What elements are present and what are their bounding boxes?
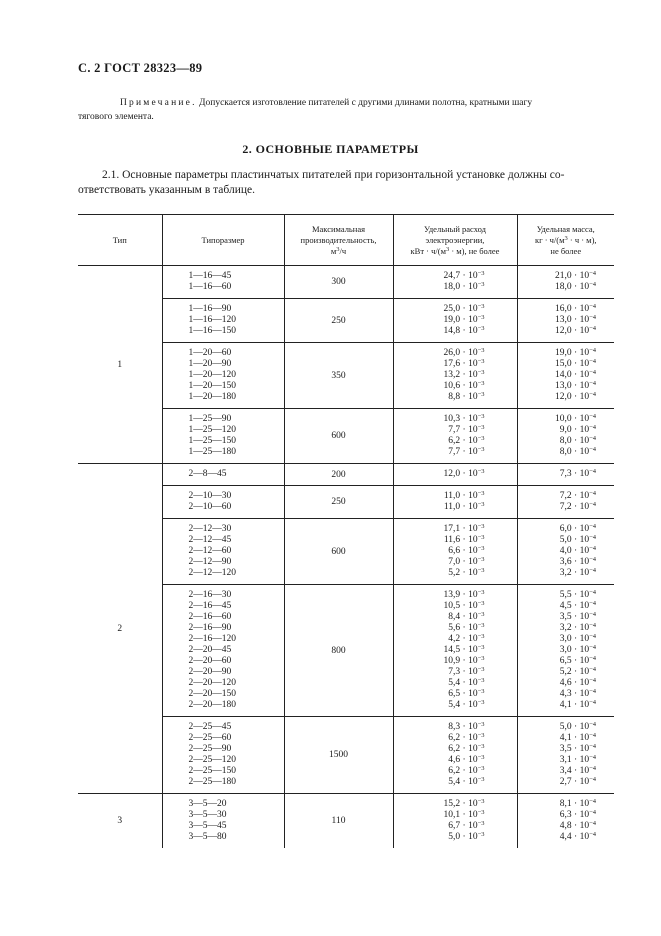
size-cell [162,464,284,486]
capacity-cell: 800 [284,585,393,717]
size-value: 1—25—90 [188,414,232,424]
mass-value: $6,3 \cdot 10^{-4}$ [559,809,596,820]
mass-value: $7,2 \cdot 10^{-4}$ [559,490,596,501]
energy-value: $14,8 \cdot 10^{-3}$ [443,325,485,336]
energy-value: $6,2 \cdot 10^{-3}$ [448,743,485,754]
capacity-cell: 1500 [284,717,393,794]
size-value: 2—12—60 [188,546,232,556]
table-row [78,794,614,849]
mass-cell [517,717,614,794]
mass-cell [517,585,614,717]
table-header-row [78,215,614,266]
size-cell [162,519,284,585]
size-value: 1—16—90 [188,304,232,314]
mass-value: $3,5 \cdot 10^{-4}$ [559,743,596,754]
energy-cell [393,343,517,409]
size-value: 1—20—150 [188,381,236,391]
energy-value: $19,0 \cdot 10^{-3}$ [443,314,485,325]
energy-cell [393,409,517,464]
mass-value: $4,5 \cdot 10^{-4}$ [559,600,596,611]
mass-value: $4,8 \cdot 10^{-4}$ [559,820,596,831]
mass-value: $8,0 \cdot 10^{-4}$ [559,435,596,446]
header-mass: Удельная масса, кг · $ч/(м^3 \cdot ч \cdot м)$, не более [517,215,614,266]
energy-value: $10,5 \cdot 10^{-3}$ [443,600,485,611]
size-value: 2—20—90 [188,667,232,677]
mass-value: $2,7 \cdot 10^{-4}$ [559,776,596,787]
note-label: Примечание. [120,98,197,108]
energy-value: $5,4 \cdot 10^{-3}$ [448,776,485,787]
size-value: 1—20—60 [188,348,232,358]
size-value: 2—16—60 [188,612,232,622]
mass-value: $5,0 \cdot 10^{-4}$ [559,721,596,732]
size-value: 2—25—60 [188,733,232,743]
energy-value: $8,8 \cdot 10^{-3}$ [448,391,485,402]
intro-line2: ответствовать указанным в таблице. [78,184,255,196]
header-capacity: Максимальная производительность, $м^3/ч$ [284,215,393,266]
page-header: С. 2 ГОСТ 28323—89 [78,61,203,75]
capacity-cell: 350 [284,343,393,409]
capacity-cell: 200 [284,464,393,486]
size-cell [162,717,284,794]
energy-cell [393,299,517,343]
energy-value: $7,7 \cdot 10^{-3}$ [448,424,485,435]
energy-value: $7,3 \cdot 10^{-3}$ [448,666,485,677]
energy-value: $10,9 \cdot 10^{-3}$ [443,655,485,666]
section-title: 2. ОСНОВНЫЕ ПАРАМЕТРЫ [242,142,419,156]
mass-value: $12,0 \cdot 10^{-4}$ [555,325,596,336]
energy-value: $11,0 \cdot 10^{-3}$ [443,501,485,512]
intro-line1: 2.1. Основные параметры пластинчатых питателей при горизонтальной установке должны со- [102,169,565,181]
mass-value: $19,0 \cdot 10^{-4}$ [555,347,596,358]
energy-value: $6,2 \cdot 10^{-3}$ [448,765,485,776]
intro-paragraph [78,168,618,198]
energy-value: $4,2 \cdot 10^{-3}$ [448,633,485,644]
size-value: 2—12—30 [188,524,232,534]
capacity-cell: 600 [284,519,393,585]
mass-cell [517,794,614,849]
energy-value: $6,2 \cdot 10^{-3}$ [448,435,485,446]
size-cell [162,266,284,299]
mass-value: $3,2 \cdot 10^{-4}$ [559,622,596,633]
size-value: 1—20—180 [188,392,236,402]
table-body [78,266,614,849]
mass-cell [517,266,614,299]
size-value: 1—16—150 [188,326,236,336]
energy-value: $10,6 \cdot 10^{-3}$ [443,380,485,391]
mass-value: $5,5 \cdot 10^{-4}$ [559,589,596,600]
mass-value: $7,2 \cdot 10^{-4}$ [559,501,596,512]
energy-value: $18,0 \cdot 10^{-3}$ [443,281,485,292]
energy-value: $5,4 \cdot 10^{-3}$ [448,699,485,710]
mass-value: $8,0 \cdot 10^{-4}$ [559,446,596,457]
energy-value: $13,2 \cdot 10^{-3}$ [443,369,485,380]
capacity-cell: 110 [284,794,393,849]
mass-value: $14,0 \cdot 10^{-4}$ [555,369,596,380]
mass-cell [517,464,614,486]
note-text-line1: Допускается изготовление питателей с другими длинами полотна, кратными шагу [199,98,533,108]
note-text-line2: тягового элемента. [78,112,154,122]
size-value: 2—16—45 [188,601,232,611]
type-cell: 2 [78,464,162,794]
mass-value: $4,6 \cdot 10^{-4}$ [559,677,596,688]
size-value: 2—16—90 [188,623,232,633]
mass-value: $18,0 \cdot 10^{-4}$ [555,281,596,292]
mass-value: $13,0 \cdot 10^{-4}$ [555,314,596,325]
energy-value: $11,6 \cdot 10^{-3}$ [443,534,485,545]
energy-value: $7,0 \cdot 10^{-3}$ [448,556,485,567]
size-value: 2—16—120 [188,634,236,644]
size-value: 2—10—60 [188,502,232,512]
energy-value: $5,0 \cdot 10^{-3}$ [448,831,485,842]
size-value: 2—12—45 [188,535,232,545]
mass-value: $4,1 \cdot 10^{-4}$ [559,699,596,710]
size-cell [162,585,284,717]
size-value: 3—5—30 [188,810,227,820]
energy-value: $10,1 \cdot 10^{-3}$ [443,809,485,820]
table-row [78,464,614,486]
energy-cell [393,519,517,585]
size-value: 1—25—150 [188,436,236,446]
size-value: 3—5—80 [188,832,227,842]
energy-cell [393,585,517,717]
table-row [78,266,614,299]
mass-value: $4,3 \cdot 10^{-4}$ [559,688,596,699]
energy-value: $4,6 \cdot 10^{-3}$ [448,754,485,765]
energy-cell [393,464,517,486]
mass-value: $21,0 \cdot 10^{-4}$ [555,270,596,281]
size-cell [162,343,284,409]
energy-value: $11,0 \cdot 10^{-3}$ [443,490,485,501]
mass-cell [517,409,614,464]
mass-value: $3,0 \cdot 10^{-4}$ [559,644,596,655]
mass-cell [517,343,614,409]
energy-value: $5,4 \cdot 10^{-3}$ [448,677,485,688]
energy-value: $7,7 \cdot 10^{-3}$ [448,446,485,457]
energy-cell [393,717,517,794]
energy-value: $10,3 \cdot 10^{-3}$ [443,413,485,424]
type-cell: 3 [78,794,162,849]
energy-value: $24,7 \cdot 10^{-3}$ [443,270,485,281]
energy-value: $12,0 \cdot 10^{-3}$ [443,468,485,479]
mass-value: $3,1 \cdot 10^{-4}$ [559,754,596,765]
mass-value: $3,0 \cdot 10^{-4}$ [559,633,596,644]
energy-value: $5,6 \cdot 10^{-3}$ [448,622,485,633]
mass-value: $4,0 \cdot 10^{-4}$ [559,545,596,556]
size-value: 3—5—20 [188,799,227,809]
size-value: 3—5—45 [188,821,227,831]
size-value: 2—12—120 [188,568,236,578]
size-value: 2—25—45 [188,722,232,732]
capacity-cell: 600 [284,409,393,464]
mass-cell [517,486,614,519]
mass-value: $5,2 \cdot 10^{-4}$ [559,666,596,677]
note-paragraph [78,96,618,124]
energy-cell [393,486,517,519]
size-value: 1—16—45 [188,271,232,281]
size-value: 2—25—90 [188,744,232,754]
size-value: 2—8—45 [188,469,227,479]
size-value: 2—20—120 [188,678,236,688]
energy-value: $17,6 \cdot 10^{-3}$ [443,358,485,369]
size-value: 2—25—120 [188,755,236,765]
mass-value: $8,1 \cdot 10^{-4}$ [559,798,596,809]
mass-value: $3,5 \cdot 10^{-4}$ [559,611,596,622]
header-type: Тип [78,215,162,266]
energy-value: $8,4 \cdot 10^{-3}$ [448,611,485,622]
mass-value: $6,5 \cdot 10^{-4}$ [559,655,596,666]
capacity-cell: 300 [284,266,393,299]
size-value: 2—12—90 [188,557,232,567]
mass-value: $3,6 \cdot 10^{-4}$ [559,556,596,567]
mass-value: $16,0 \cdot 10^{-4}$ [555,303,596,314]
energy-cell [393,794,517,849]
size-value: 2—25—150 [188,766,236,776]
energy-value: $14,5 \cdot 10^{-3}$ [443,644,485,655]
energy-value: $6,5 \cdot 10^{-3}$ [448,688,485,699]
mass-value: $5,0 \cdot 10^{-4}$ [559,534,596,545]
energy-cell [393,266,517,299]
energy-value: $8,3 \cdot 10^{-3}$ [448,721,485,732]
type-cell: 1 [78,266,162,464]
size-cell [162,409,284,464]
size-value: 1—16—120 [188,315,236,325]
mass-value: $6,0 \cdot 10^{-4}$ [559,523,596,534]
header-size: Типоразмер [162,215,284,266]
energy-value: $13,9 \cdot 10^{-3}$ [443,589,485,600]
size-value: 2—10—30 [188,491,232,501]
parameters-table [78,214,614,848]
size-value: 1—25—120 [188,425,236,435]
mass-value: $10,0 \cdot 10^{-4}$ [555,413,596,424]
size-cell [162,794,284,849]
size-value: 2—16—30 [188,590,232,600]
energy-value: $6,2 \cdot 10^{-3}$ [448,732,485,743]
mass-value: $7,3 \cdot 10^{-4}$ [559,468,596,479]
energy-value: $26,0 \cdot 10^{-3}$ [443,347,485,358]
energy-value: $25,0 \cdot 10^{-3}$ [443,303,485,314]
mass-value: $3,4 \cdot 10^{-4}$ [559,765,596,776]
mass-value: $12,0 \cdot 10^{-4}$ [555,391,596,402]
size-cell [162,299,284,343]
capacity-cell: 250 [284,486,393,519]
energy-value: $6,6 \cdot 10^{-3}$ [448,545,485,556]
header-energy: Удельный расход электроэнергии, кВт · $ч/(м^3 \cdot м)$, не более [393,215,517,266]
size-value: 1—16—60 [188,282,232,292]
size-value: 1—25—180 [188,447,236,457]
mass-value: $9,0 \cdot 10^{-4}$ [559,424,596,435]
mass-value: $15,0 \cdot 10^{-4}$ [555,358,596,369]
energy-value: $17,1 \cdot 10^{-3}$ [443,523,485,534]
size-value: 2—20—60 [188,656,232,666]
mass-value: $13,0 \cdot 10^{-4}$ [555,380,596,391]
size-value: 2—20—180 [188,700,236,710]
mass-value: $4,1 \cdot 10^{-4}$ [559,732,596,743]
mass-value: $4,4 \cdot 10^{-4}$ [559,831,596,842]
size-value: 1—20—120 [188,370,236,380]
mass-cell [517,299,614,343]
size-value: 2—20—150 [188,689,236,699]
energy-value: $6,7 \cdot 10^{-3}$ [448,820,485,831]
energy-value: $15,2 \cdot 10^{-3}$ [443,798,485,809]
size-value: 1—20—90 [188,359,232,369]
size-value: 2—25—180 [188,777,236,787]
energy-value: $5,2 \cdot 10^{-3}$ [448,567,485,578]
size-cell [162,486,284,519]
mass-value: $3,2 \cdot 10^{-4}$ [559,567,596,578]
mass-cell [517,519,614,585]
size-value: 2—20—45 [188,645,232,655]
capacity-cell: 250 [284,299,393,343]
